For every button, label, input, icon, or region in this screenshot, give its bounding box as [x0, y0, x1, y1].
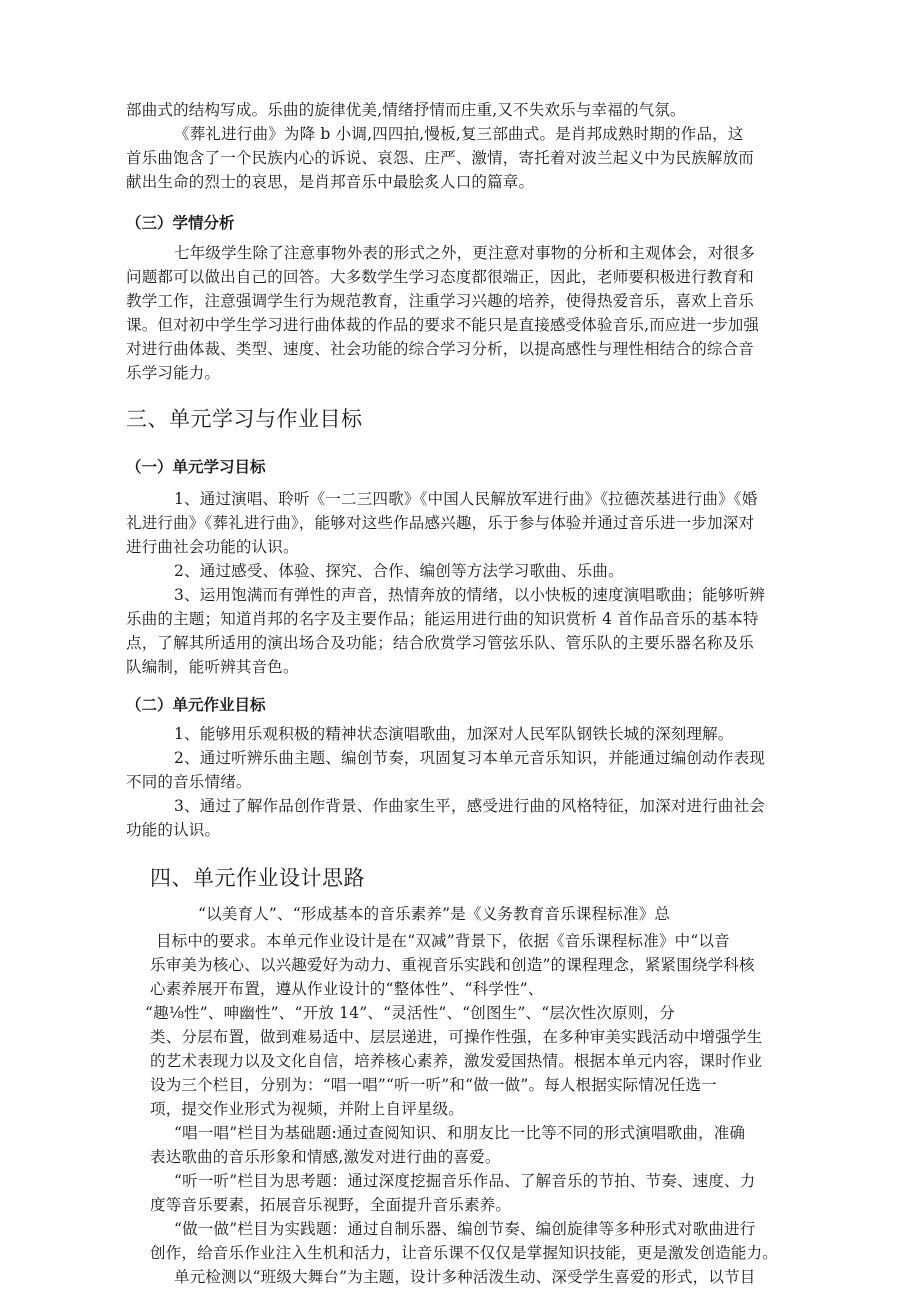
- paragraph-line: 项，提交作业形式为视频，并附上自评星级。: [150, 1100, 465, 1118]
- paragraph-line: 课。但对初中学生学习进行曲体裁的作品的要求不能只是直接感受体验音乐,而应进一步加强: [126, 316, 760, 334]
- paragraph-line: 不同的音乐情绪。: [126, 773, 252, 791]
- paragraph-line: 乐曲的主题；知道肖邦的名字及主要作品；能运用进行曲的知识赏析 4 首作品音乐的基本特: [126, 610, 759, 628]
- paragraph-line: 类、分层布置，做到难易适中、层层递进，可操作性强，在多种审美实践活动中增强学生: [150, 1028, 763, 1046]
- intro-line: 部曲式的结构写成。乐曲的旋律优美,情绪抒情而庄重,又不失欢乐与幸福的气氛。: [126, 101, 686, 119]
- paragraph-line: “趣⅛性”、呻幽性”、“开放 14”、“灵活性”、“创图生”、“层次性次原则，分: [145, 1004, 675, 1022]
- paragraph-line: 2、通过听辨乐曲主题、编创节奏，巩固复习本单元音乐知识，并能通过编创动作表现: [174, 749, 765, 767]
- paragraph-line: “做一做”栏目为实践题：通过自制乐器、编创节奏、编创旋律等多种形式对歌曲进行: [174, 1220, 756, 1238]
- paragraph-line: 礼进行曲》《葬礼进行曲》，能够对这些作品感兴趣，乐于参与体验并通过音乐进一步加深对: [126, 514, 755, 532]
- paragraph-line: 设为三个栏目，分别为：“唱一唱”“听一听”和“做一做”。每人根据实际情况任选一: [150, 1076, 717, 1094]
- paragraph-line: 功能的认识。: [126, 821, 221, 839]
- paragraph-line: 单元检测以“班级大舞台”为主题，设计多种活泼生动、深受学生喜爱的形式，以节目: [174, 1268, 756, 1286]
- paragraph-line: 创作，给音乐作业注入生机和活力，让音乐课不仅仅是掌握知识技能，更是激发创造能力。: [150, 1244, 779, 1262]
- intro-paragraph-line: 《葬礼进行曲》为降 b 小调,四四拍,慢板,复三部曲式。是肖邦成熟时期的作品，这: [174, 125, 744, 143]
- heading-section-4: 四、单元作业设计思路: [150, 866, 365, 890]
- paragraph-line: 乐学习能力。: [126, 364, 221, 382]
- paragraph-line: 心素养展开布置，遵从作业设计的“整体性”、“科学性”、: [150, 980, 544, 998]
- paragraph-line: 目标中的要求。本单元作业设计是在“双减”背景下，依据《音乐课程标准》中“以音: [156, 932, 730, 950]
- section-homework-goals-title: （二）单元作业目标: [126, 696, 266, 714]
- paragraph-line: 3、运用饱满而有弹性的声音，热情奔放的情绪，以小快板的速度演唱歌曲；能够听辨: [174, 586, 765, 604]
- paragraph-line: 七年级学生除了注意事物外表的形式之外，更注意对事物的分析和主观体会，对很多: [174, 244, 755, 262]
- paragraph-line: 1、通过演唱、聆听《一二三四歌》《中国人民解放军进行曲》《拉德茨基进行曲》《婚: [174, 490, 758, 508]
- paragraph-line: 度等音乐要素，拓展音乐视野，全面提升音乐素养。: [150, 1196, 512, 1214]
- section-learning-goals-title: （一）单元学习目标: [126, 458, 266, 476]
- paragraph-line: 乐审美为核心、以兴趣爱好为动力、重视音乐实践和创造”的课程理念，紧紧围绕学科核: [150, 956, 755, 974]
- paragraph-line: 队编制，能听辨其音色。: [126, 658, 299, 676]
- paragraph-line: 教学工作，注意强调学生行为规范教育，注重学习兴趣的培养，使得热爱音乐，喜欢上音乐: [126, 292, 755, 310]
- paragraph-line: 3、通过了解作品创作背景、作曲家生平，感受进行曲的风格特征，加深对进行曲社会: [174, 797, 765, 815]
- paragraph-line: 对进行曲体裁、类型、速度、社会功能的综合学习分析，以提高感性与理性相结合的综合音: [126, 340, 755, 358]
- heading-section-3: 三、单元学习与作业目标: [126, 407, 363, 431]
- paragraph-line: 问题都可以做出自己的回答。大多数学生学习态度都很端正，因此，老师要积极进行教育和: [126, 268, 755, 286]
- paragraph-line: 2、通过感受、体验、探究、合作、编创等方法学习歌曲、乐曲。: [174, 562, 624, 580]
- paragraph-line: 的艺术表现力以及文化自信，培养核心素养，激发爱国热情。根据本单元内容，课时作业: [150, 1052, 763, 1070]
- paragraph-line: 表达歌曲的音乐形象和情感,激发对进行曲的喜爱。: [150, 1148, 501, 1166]
- paragraph-line: 点，了解其所适用的演出场合及功能；结合欣赏学习管弦乐队、管乐队的主要乐器名称及乐: [126, 634, 755, 652]
- paragraph-line: “听一听”栏目为思考题：通过深度挖掘音乐作品、了解音乐的节拍、节奏、速度、力: [174, 1172, 756, 1190]
- section-student-title: （三）学情分析: [126, 214, 235, 232]
- paragraph-line: “唱一唱”栏目为基础题:通过查阅知识、和朋友比一比等不同的形式演唱歌曲，准确: [174, 1124, 746, 1142]
- intro-paragraph-line: 首乐曲饱含了一个民族内心的诉说、哀怨、庄严、激情，寄托着对波兰起义中为民族解放而: [126, 149, 755, 167]
- paragraph-line: “以美育人”、“形成基本的音乐素养”是《义务教育音乐课程标准》总: [198, 905, 671, 923]
- intro-paragraph-line: 献出生命的烈士的哀思，是肖邦音乐中最脍炙人口的篇章。: [126, 173, 535, 191]
- paragraph-line: 进行曲社会功能的认识。: [126, 538, 299, 556]
- paragraph-line: 1、能够用乐观积极的精神状态演唱歌曲，加深对人民军队钢铁长城的深刻理解。: [174, 725, 734, 743]
